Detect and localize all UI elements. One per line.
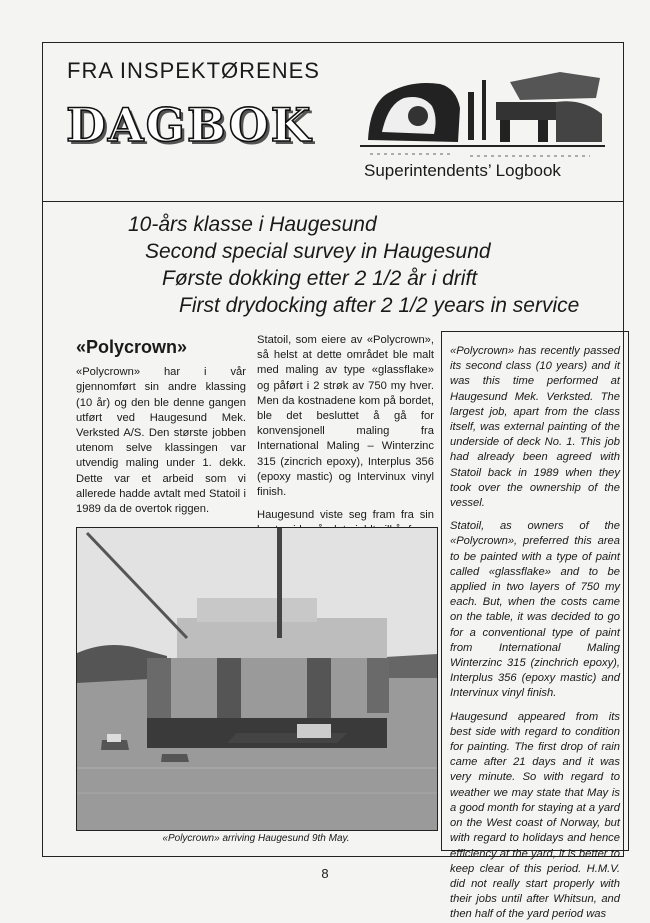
english-paragraph: Statoil, as owners of the «Polycrown», preferred this area to be painted with a type of paint called «glassflake» and to be applied in two layers of 750 my each. But, when the costs came on the table, it was decided to go for a conventional type of paint from International Maling Winterzinc 315 (zinchrich epoxy), Interplus 356 (epoxy mastic) and Intervinux vinyl finish. [450,520,620,700]
headline-line: 10-års klasse i Haugesund [128,213,377,236]
rig-illustration [360,62,605,162]
logo-letters: DAGBOK [66,98,313,152]
page-number: 8 [321,866,329,881]
headline-line: Second special survey in Haugesund [145,240,491,263]
article-title: «Polycrown» [76,337,188,357]
english-paragraph: Haugesund appeared from its best side with regard to condition for painting. The first drop of rain came after 21 days and it was very minute. So with regard to weather we may state that May is a good month for staying at a yard on the West coast of Norway, but with regard to holidays and hence efficiency at the yard, it is better to keep clear of this period. H.M.V. did not really start properly with their jobs until after Whitsun, and then half of the yard period was [450,710,620,921]
norwegian-paragraph: Haugesund viste seg fram fra sin [257,509,434,522]
english-sidebar [441,331,629,921]
norwegian-paragraph: «Polycrown» har i vår gjennomført sin andre klassing (10 år) og den ble denne gangen utført ved Haugesund Mek. Verksted A/S. Den største jobben utenom selve klassingen var utvendig maling under 1. dekk. Dette var et arbeid som vi allerede hadde avtalt med Statoil i 1989 da de overtok riggen. [76,366,246,516]
header-kicker: FRA INSPEKTØRENES [67,58,320,83]
norwegian-column-2 [257,333,434,547]
norwegian-paragraph: Statoil, som eiere av «Polycrown», så helst at dette området ble malt med maling av type «glassflake» og påført i 2 strøk av 750 my hver. Men da kostnadene kom på bordet, ble det besluttet å gå for konvensjonell maling fra International Maling – Winterzinc 315 (zincrich epoxy), Interplus 356 (epoxy mastic) og Intervinux vinyl finish. [257,334,434,499]
header-subtitle: Superintendents’ Logbook [364,161,561,180]
dagbok-logo [66,98,313,152]
photo-caption: «Polycrown» arriving Haugesund 9th May. [162,833,350,844]
rig-photo [76,527,438,831]
norwegian-column-1 [76,337,246,525]
header-divider [42,201,624,202]
english-paragraph: «Polycrown» has recently passed its second class (10 years) and it was this time performed at Haugesund Mek. Verksted. The largest job, apart from the class itself, was external painting of the underside of deck No. 1. This job had already been agreed with Statoil back in 1989 when they took over the ownership of the vessel. [450,345,620,510]
polycrown-photo [77,528,437,830]
headline-line: Første dokking etter 2 1/2 år i drift [162,267,478,290]
headline-line: First drydocking after 2 1/2 years in service [179,294,580,317]
